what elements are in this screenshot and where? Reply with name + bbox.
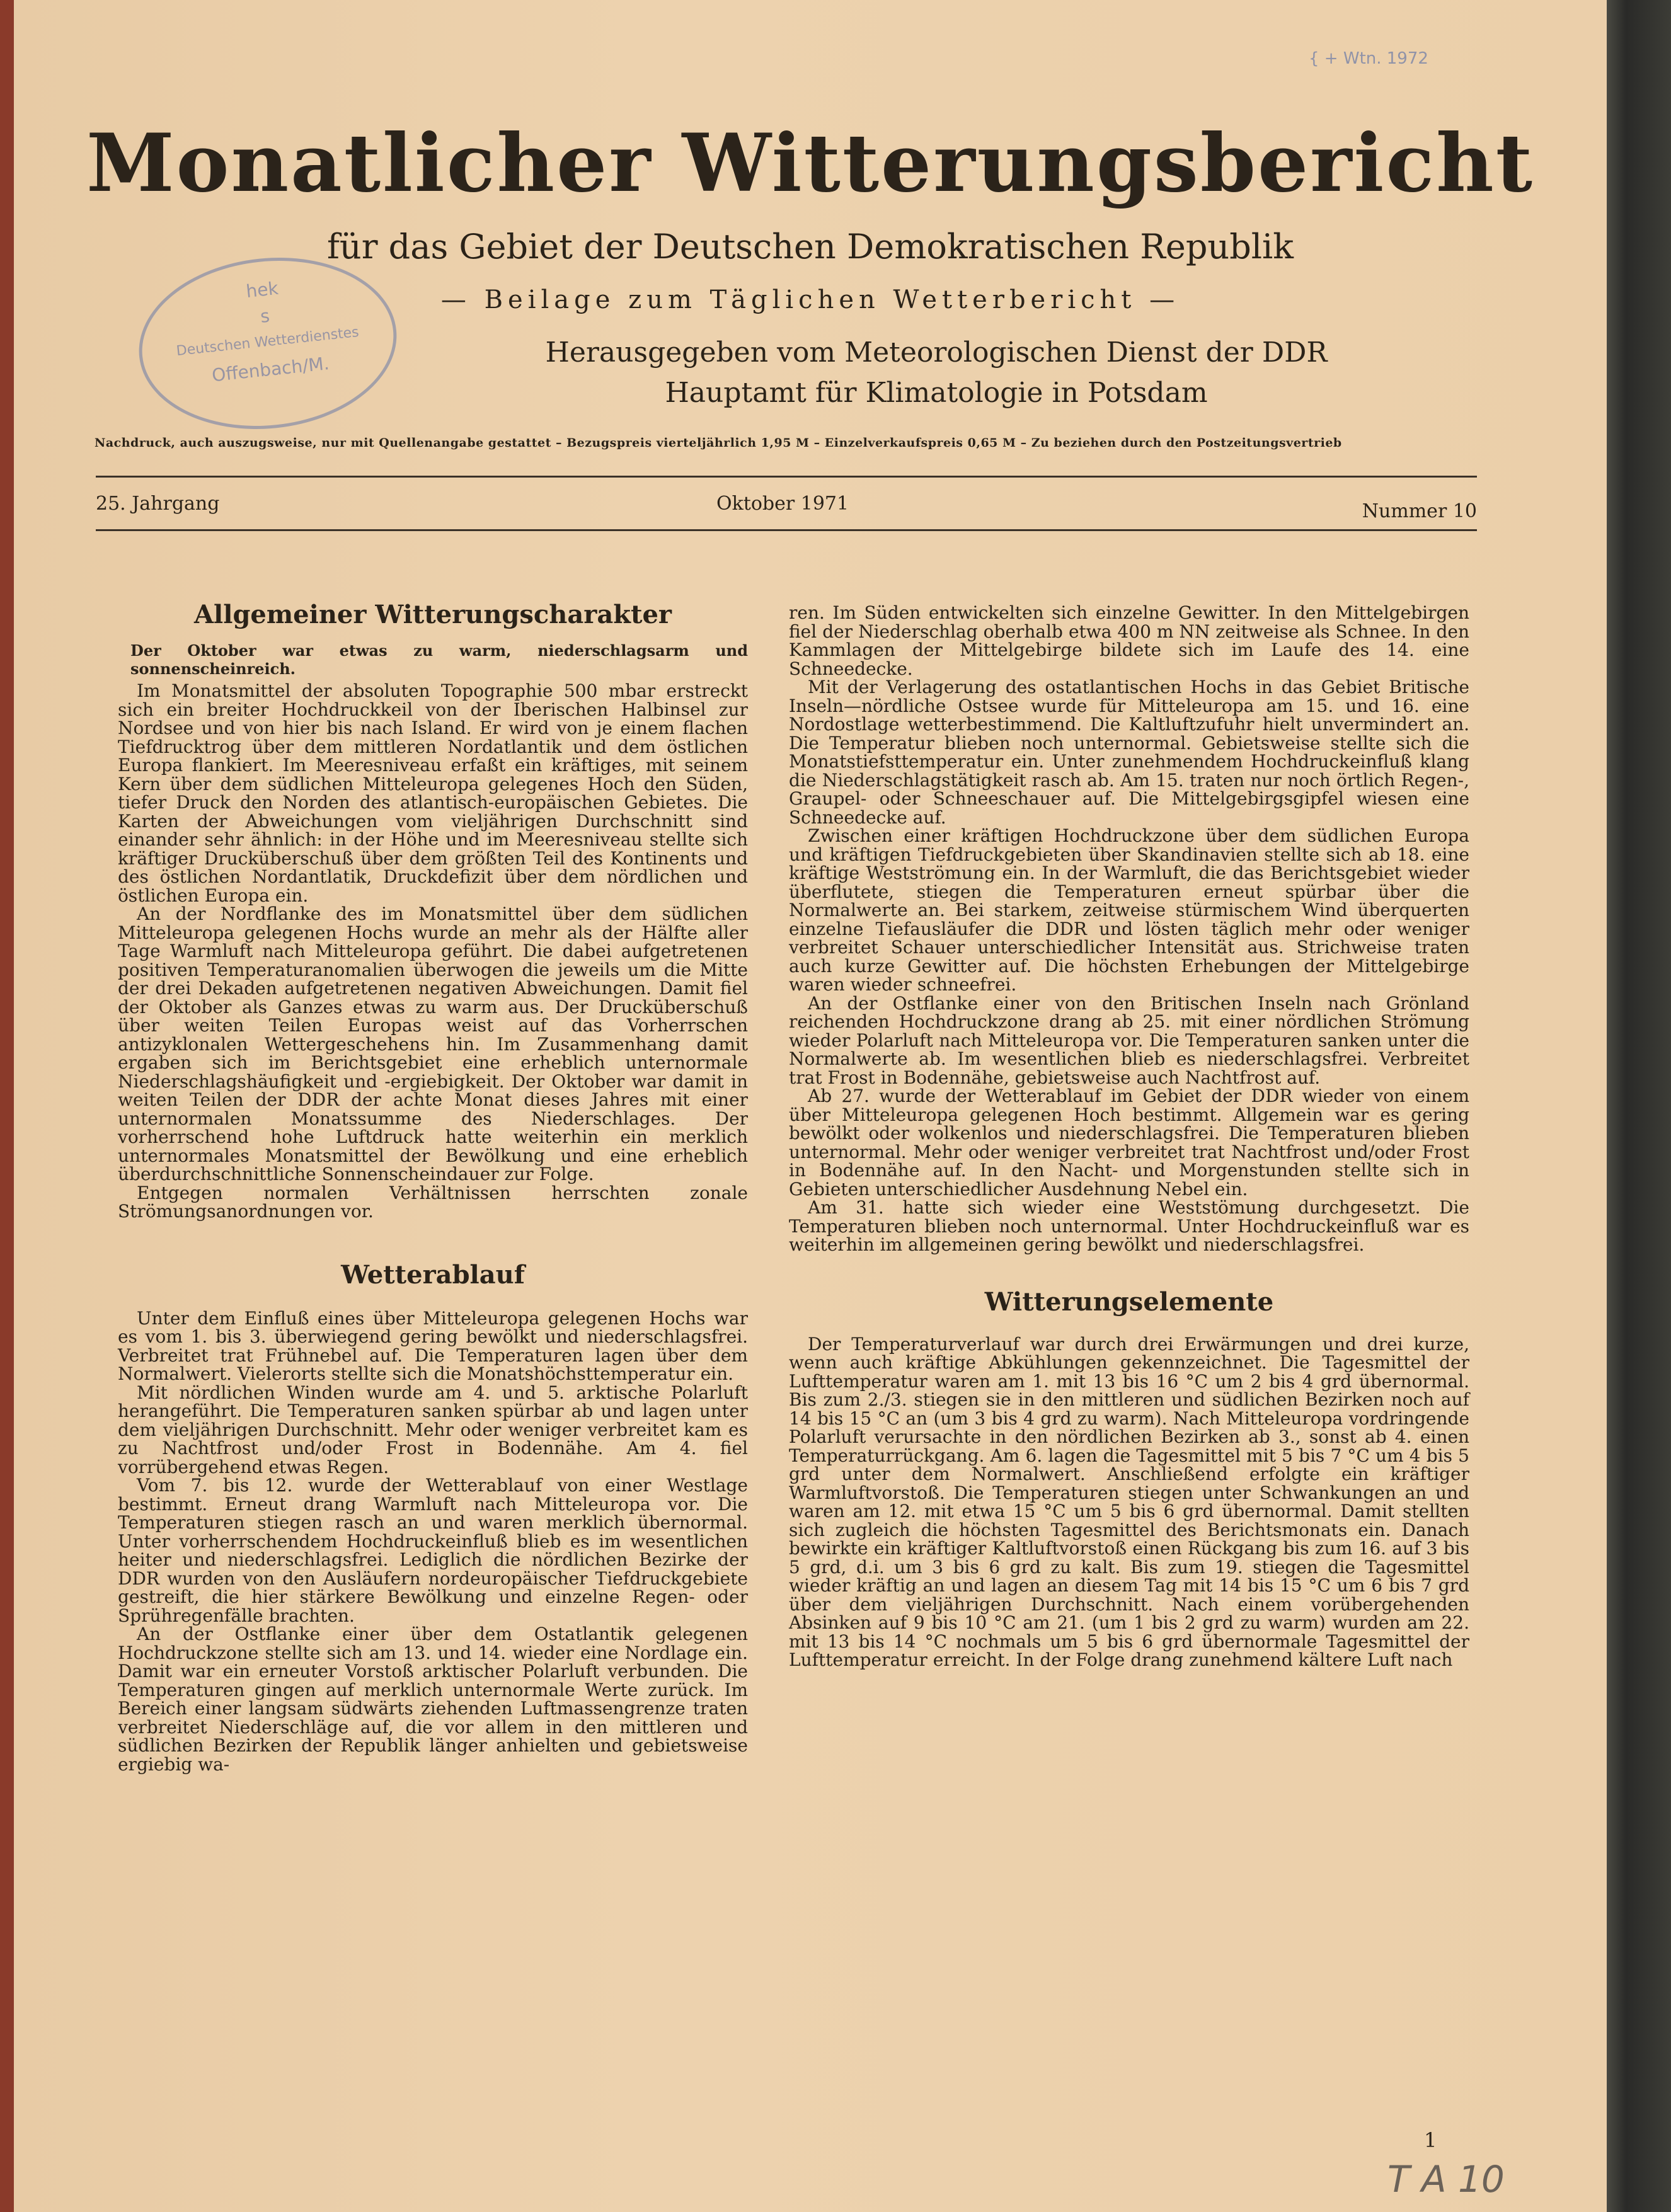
weather-paragraph-1: Unter dem Einfluß eines über Mitteleuropa gelegenen Hochs war es vom 1. bis 3. überwiegend gering bewölkt und niederschlagsfrei. Verbreitet trat Frühnebel auf. Die Temperaturen lagen über dem Normalwert. Vielerorts stellte sich die Monatshöchsttemperatur ein. [118,1307,748,1384]
divider-bottom [96,529,1477,531]
book-binding-right [1607,0,1671,2212]
publisher-line: Herausgegeben vom Meteorologischen Dienst der DDR [545,336,1328,369]
heading-general: Allgemeiner Witterungscharakter [194,600,672,629]
reprint-notice: Nachdruck, auch auszugsweise, nur mit Quellenangabe gestattet – Bezugspreis vierteljährlich 1,95 M – Einzelverkaufspreis 0,65 M – Zu beziehen durch den Postzeitungsvertrieb [95,436,1342,450]
issue-number: Nummer 10 [1362,500,1477,522]
weather-paragraph-6: Mit der Verlagerung des ostatlantischen Hochs in das Gebiet Britische Inseln—nördliche Ostsee wurde für Mitteleuropa am 15. und 16. eine Nordostlage wetterbestimmend. Die Kaltluftzufuhr hielt unvermindert an. Die Temperatur blieben noch unternormal. Gebietsweise stellte sich die Monatstiefsttemperatur ein. Unter zunehmendem Hochdruckeinfluß klang die Niederschlagstätigkeit rasch ab. Am 15. traten nur noch örtlich Regen-, Graupel- oder Schneeschauer auf. Die Mittelgebirgsgipfel wiesen eine Schneedecke auf. [789,677,1469,828]
stamp-line-3: Deutschen Wetterdienstes [175,324,360,360]
heading-weather: Wetterablauf [341,1259,525,1290]
weather-paragraph-5: ren. Im Süden entwickelten sich einzelne Gewitter. In den Mittelgebirgen fiel der Niederschlag oberhalb etwa 400 m NN zeitweise als Schnee. In den Kammlagen der Mittelgebirge bildete sich im Laufe des 14. eine Schneedecke. [789,602,1469,679]
weather-paragraph-3: Vom 7. bis 12. wurde der Wetterablauf von einer Westlage bestimmt. Erneut drang Warmluft nach Mitteleuropa vor. Die Temperaturen stiegen rasch an und waren merklich übernormal. Unter vorherrschendem Hochdruckeinfluß blieb es im wesentlichen heiter und niederschlagsfrei. Lediglich die nördlichen Bezirke der DDR wurden von den Ausläufern nordeuropäischer Tiefdruckgebiete gestreift, die hier stärkere Bewölkung und einzelne Regen- oder Sprühregenfälle brachten. [118,1475,748,1626]
weather-paragraph-10: Am 31. hatte sich wieder eine Weststömung durchgesetzt. Die Temperaturen blieben noch unternormal. Unter Hochdruckeinfluß war es weiterhin im allgemeinen gering bewölkt und niederschlagsfrei. [789,1197,1469,1255]
weather-paragraph-7: Zwischen einer kräftigen Hochdruckzone über dem südlichen Europa und kräftigen Tiefdruckgebieten über Skandinavien stellte sich ab 18. eine kräftige Westströmung ein. In der Warmluft, die das Berichtsgebiet wieder überflutete, stiegen die Temperaturen erneut spürbar über die Normalwerte an. Bei starkem, zeitweise stürmischem Wind überquerten einzelne Tiefausläufer die DDR und lösten täglich mehr oder weniger verbreitet Schauer unterschiedlicher Intensität aus. Strichweise traten auch kurze Gewitter auf. Die höchsten Erhebungen der Mittelgebirge waren wieder schneefrei. [789,825,1469,995]
stamp-line-1: hek [244,277,280,302]
general-paragraph-1: Im Monatsmittel der absoluten Topographie 500 mbar erstreckt sich ein breiter Hochdruckkeil von der Iberischen Halbinsel zur Nordsee und von hier bis nach Island. Er wird von je einem flachen Tiefdrucktrog über dem mittleren Nordatlantik und dem östlichen Europa flankiert. Im Meeresniveau erfaßt ein kräftiges, mit seinem Kern über dem südlichen Mitteleuropa gelegenes Hoch den Süden, tiefer Druck den Norden des atlantisch-europäischen Gebietes. Die Karten der Abweichungen vom vieljährigen Durchschnitt sind einander sehr ähnlich: in der Höhe und im Meeresniveau stellte sich kräftiger Drucküberschuß über dem größten Teil des Kontinents und des östlichen Nordantlatik, Druckdefizit über dem nördlichen und östlichen Europa ein. [118,680,748,906]
weather-paragraph-9: Ab 27. wurde der Wetterablauf im Gebiet der DDR wieder von einem über Mitteleuropa gelegenen Hoch bestimmt. Allgemein war es gering bewölkt oder wolkenlos und niederschlagsfrei. Die Temperaturen blieben unternormal. Mehr oder weniger verbreitet trat Nachtfrost und/oder Frost in Bodennähe auf. In den Nacht- und Morgenstunden stellte sich in Gebieten unterschiedlicher Ausdehnung Nebel ein. [789,1086,1469,1200]
office-line: Hauptamt für Klimatologie in Potsdam [665,377,1208,409]
general-paragraph-3: Entgegen normalen Verhältnissen herrschten zonale Strömungsanordnungen vor. [118,1182,748,1222]
document-page [14,0,1607,2212]
stamp-line-2: s [259,305,271,327]
general-paragraph-2: An der Nordflanke des im Monatsmittel über dem südlichen Mitteleuropa gelegenen Hochs wurde an mehr als der Hälfte aller Tage Warmluft nach Mitteleuropa geführt. Die dabei aufgetretenen positiven Temperaturanomalien überwogen die jeweils um die Mitte der drei Dekaden aufgetretenen negativen Abweichungen. Damit fiel der Oktober als Ganzes etwas zu warm aus. Der Drucküberschuß über weiten Teilen Europas weist auf das Vorherrschen antizyklonalen Wettergeschehens hin. Im Zusammenhang damit ergaben sich im Berichtsgebiet eine erheblich unternormale Niederschlagshäufigkeit und -ergiebigkeit. Der Oktober war damit in weiten Teilen der DDR der achte Monat dieses Jahres mit einer unternormalen Monatssumme des Niederschlages. Der vorherrschend hohe Luftdruck hatte weiterhin ein merklich unternormales Monatsmittel der Bewölkung und eine erheblich überdurchschnittliche Sonnenscheindauer zur Folge. [118,903,748,1184]
general-lead: Der Oktober war etwas zu warm, niederschlagsarm und sonnenscheinreich. [130,641,748,678]
page-number: 1 [1424,2128,1437,2152]
issue-month: Oktober 1971 [716,493,849,515]
right-column [789,604,1469,1670]
weather-paragraph-4: An der Ostflanke einer über dem Ostatlantik gelegenen Hochdruckzone stellte sich am 13. und 14. wieder eine Nordlage ein. Damit war ein erneuter Vorstoß arktischer Polarluft verbunden. Die Temperaturen gingen auf merklich unternormale Werte zurück. Im Bereich einer langsam südwärts ziehenden Luftmassengrenze traten verbreitet Niederschläge auf, die vor allem in den mittleren und südlichen Bezirken der Republik länger anhielten und gebietsweise ergiebig wa- [118,1624,748,1775]
heading-elements: Witterungselemente [984,1287,1274,1317]
pencil-annotation: T A 10 [1387,2158,1505,2201]
left-column [118,599,748,1774]
page-title: Monatlicher Witterungsbericht [86,117,1534,210]
book-spine-left [0,0,14,2212]
volume-label: 25. Jahrgang [96,493,220,515]
weather-paragraph-2: Mit nördlichen Winden wurde am 4. und 5. arktische Polarluft herangeführt. Die Temperaturen sanken spürbar ab und lagen unter dem vieljährigen Durchschnitt. Mehr oder weniger verbreitet kam es zu Nachtfrost und/oder Frost in Bodennähe. Am 4. fiel vorrübergehend etwas Regen. [118,1382,748,1477]
stamp-line-4: Offenbach/M. [210,353,330,386]
subtitle: für das Gebiet der Deutschen Demokratischen Republik [326,227,1294,266]
supplement-line: — Beilage zum Täglichen Wetterbericht — [440,285,1180,314]
divider-top [96,476,1477,478]
corner-stamp-text: { + Wtn. 1972 [1309,49,1428,68]
elements-paragraph-1: Der Temperaturverlauf war durch drei Erwärmungen und drei kurze, wenn auch kräftige Abkühlungen gekennzeichnet. Die Tagesmittel der Lufttemperatur waren am 1. mit 13 bis 16 °C um 2 bis 4 grd übernormal. Bis zum 2./3. stiegen sie in den mittleren und südlichen Bezirken noch auf 14 bis 15 °C an (um 3 bis 4 grd zu warm). Nach Mitteleuropa vordringende Polarluft verursachte in den nördlichen Bezirken ab 3., sonst ab 4. einen Temperaturrückgang. Am 6. lagen die Tagesmittel mit 5 bis 7 °C um 4 bis 5 grd unter dem Normalwert. Anschließend erfolgte ein kräftiger Warmluftvorstoß. Die Temperaturen stiegen unter Schwankungen an und waren am 12. mit etwa 15 °C um 5 bis 6 grd übernormal. Damit stellten sich zugleich die höchsten Tagesmittel des Berichtsmonats ein. Danach bewirkte ein kräftiger Kaltluftvorstoß einen Rückgang bis zum 16. auf 3 bis 5 grd, d.i. um 3 bis 6 grd zu kalt. Bis zum 19. stiegen die Tagesmittel wieder kräftig an und lagen an diesem Tag mit 14 bis 15 °C um 6 bis 7 grd über dem vieljährigen Durchschnitt. Nach einem vorübergehenden Absinken auf 9 bis 10 °C am 21. (um 1 bis 2 grd zu warm) wurden am 22. mit 13 bis 14 °C nochmals um 5 bis 6 grd übernormale Tagesmittel der Lufttemperatur erreicht. In der Folge drang zunehmend kältere Luft nach [789,1333,1469,1670]
weather-paragraph-8: An der Ostflanke einer von den Britischen Inseln nach Grönland reichenden Hochdruckzone drang ab 25. mit einer nördlichen Strömung wieder Polarluft nach Mitteleuropa vor. Die Temperaturen sanken unter die Normalwerte ab. Im wesentlichen blieb es niederschlagsfrei. Verbreitet trat Frost in Bodennähe, gebietsweise auch Nachtfrost auf. [789,992,1469,1088]
